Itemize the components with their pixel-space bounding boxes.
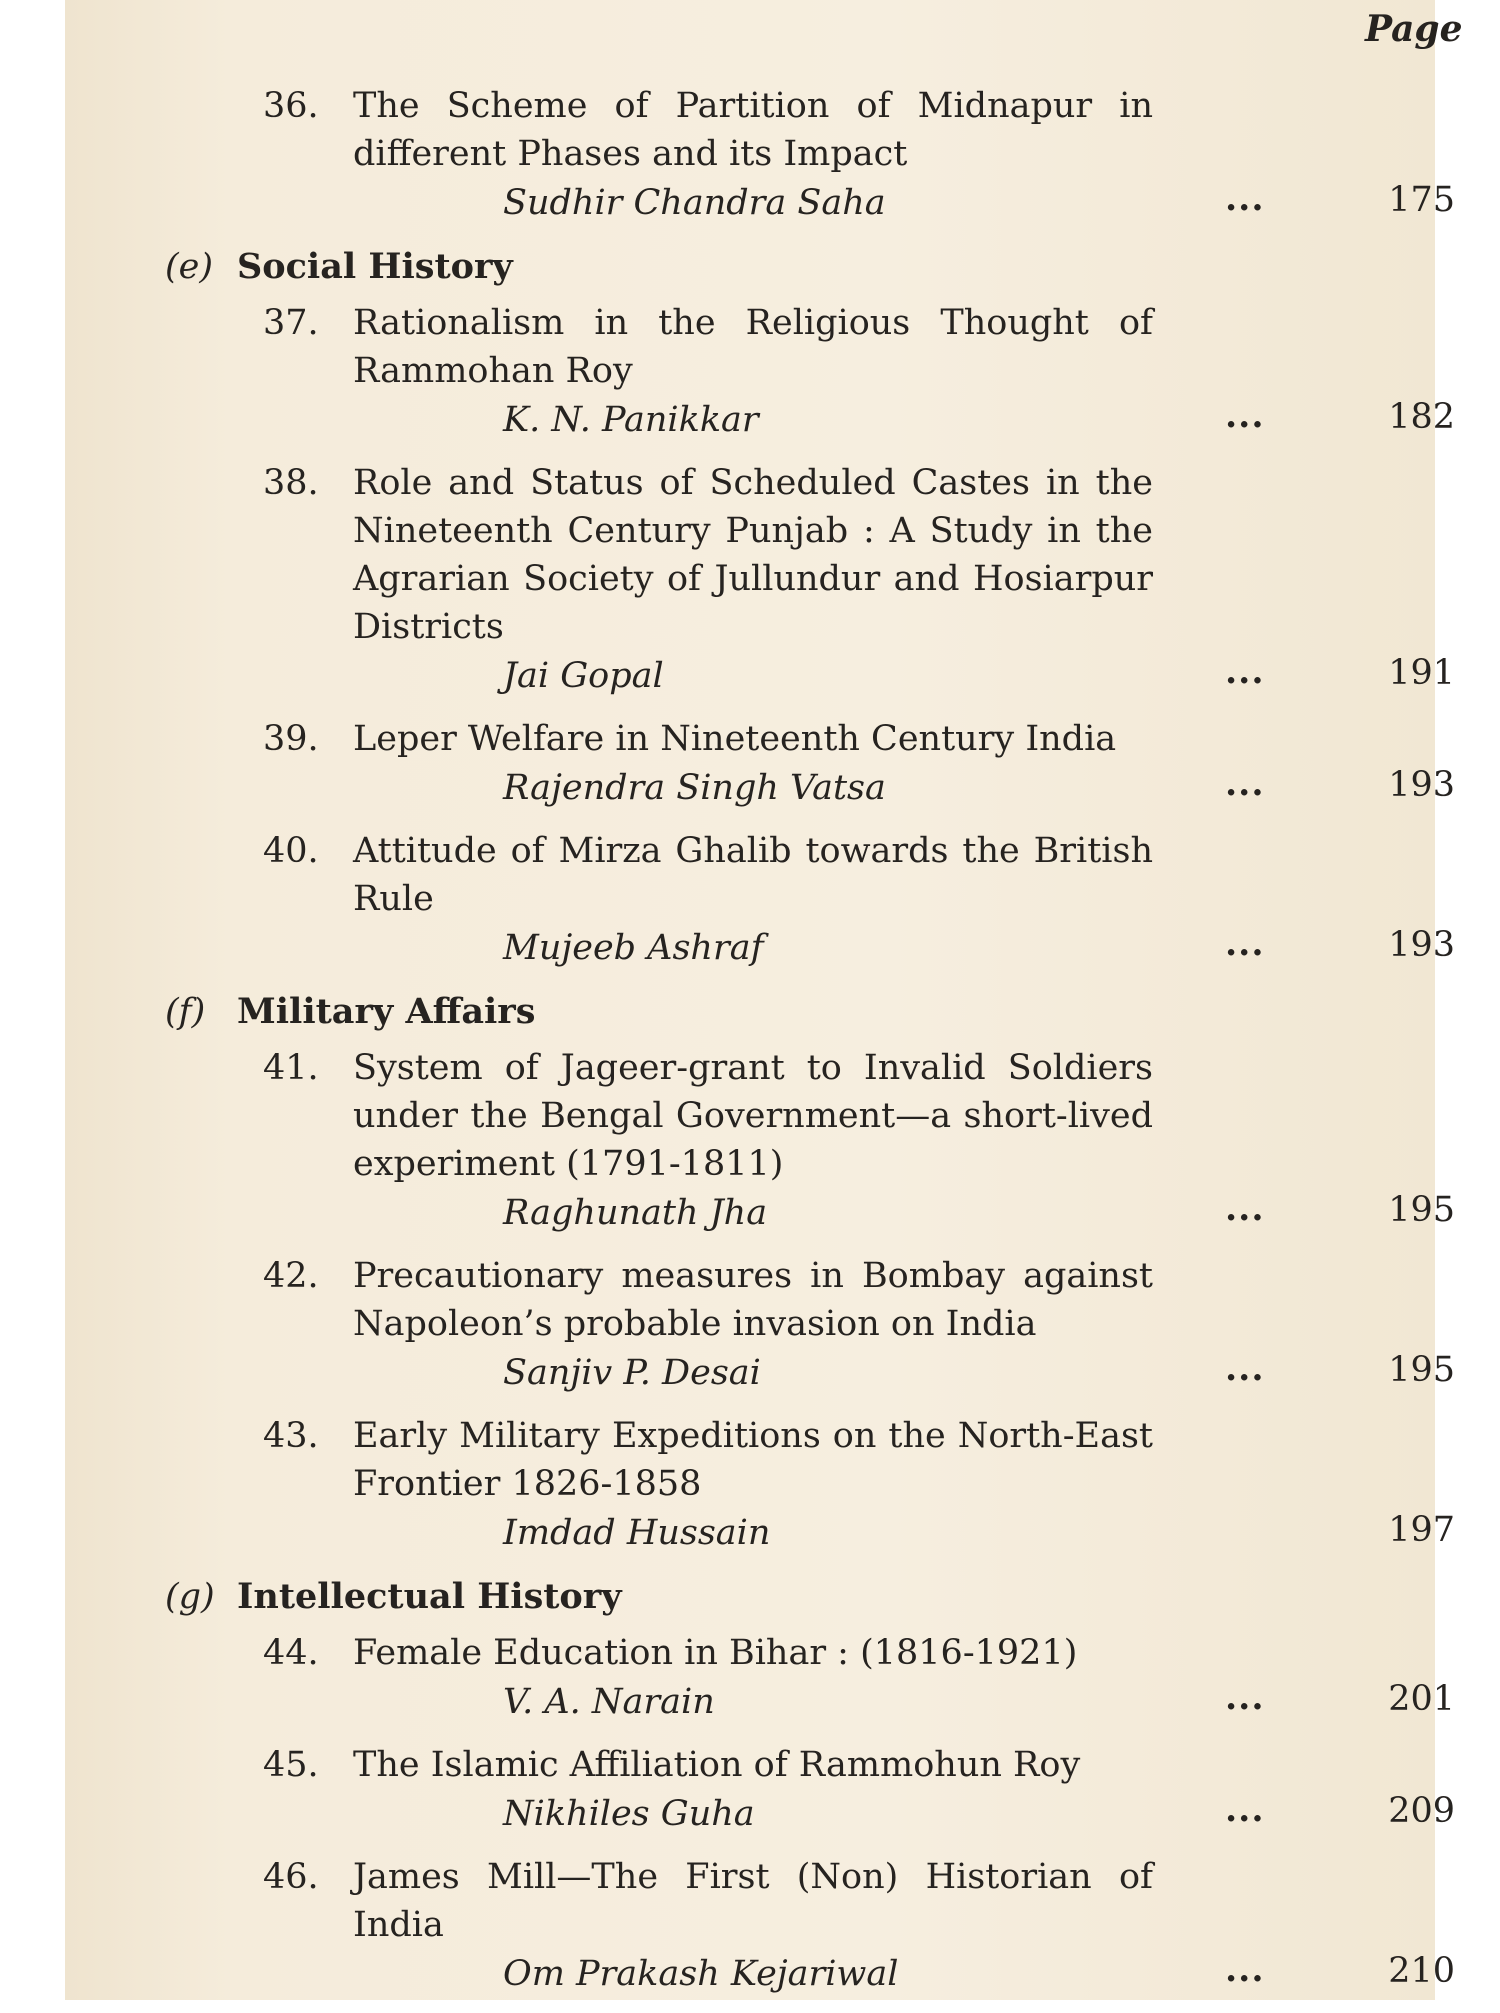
entry-page-number: 209 [1388, 1791, 1455, 1831]
toc-entry [165, 82, 1455, 228]
entry-number: 45. [263, 1745, 319, 1785]
entry-number: 37. [263, 303, 319, 343]
entry-title: System of Jageer-grant to Invalid Soldiers under the Bengal Government—a short-lived experiment (1791-1811) [353, 1048, 1153, 1184]
entry-page-number: 193 [1388, 925, 1455, 965]
toc-entry [165, 827, 1455, 973]
entry-number: 44. [263, 1633, 319, 1673]
toc-entry [165, 1741, 1455, 1839]
leader-dots: ... [1225, 651, 1265, 692]
entry-number: 43. [263, 1416, 319, 1456]
leader-dots: ... [1225, 763, 1265, 804]
leader-dots: ... [1225, 1677, 1265, 1718]
entry-page-number: 210 [1388, 1951, 1455, 1991]
entry-page-number: 182 [1388, 397, 1455, 437]
entry-page-number: 195 [1388, 1350, 1455, 1390]
entry-number: 40. [263, 831, 319, 871]
toc-entry [165, 1629, 1455, 1727]
entry-number: 42. [263, 1256, 319, 1296]
entry-number: 39. [263, 719, 319, 759]
entry-author: Jai Gopal [503, 656, 664, 696]
table-of-contents [165, 82, 1455, 2013]
toc-entry [165, 1412, 1455, 1558]
section-heading [165, 991, 1455, 1032]
section-title: Military Affairs [237, 991, 536, 1032]
entry-title: James Mill—The First (Non) Historian of India [353, 1857, 1153, 1945]
entry-author: V. A. Narain [503, 1682, 715, 1722]
entry-author: Imdad Hussain [503, 1513, 771, 1553]
page-column-header: Page [1365, 8, 1463, 50]
entry-page-number: 195 [1388, 1190, 1455, 1230]
leader-dots: ... [1225, 1789, 1265, 1830]
entry-number: 46. [263, 1857, 319, 1897]
entry-title: The Islamic Affiliation of Rammohun Roy [353, 1745, 1081, 1785]
section-letter: (g) [165, 1577, 215, 1617]
leader-dots: ... [1225, 1949, 1265, 1990]
entry-author: Mujeeb Ashraf [503, 928, 764, 968]
toc-entry [165, 1252, 1455, 1398]
entry-author: Om Prakash Kejariwal [503, 1954, 899, 1994]
entry-title: Early Military Expeditions on the North-East Frontier 1826-1858 [353, 1416, 1153, 1504]
entry-author: Rajendra Singh Vatsa [503, 768, 886, 808]
entry-page-number: 201 [1388, 1679, 1455, 1719]
entry-author: Sudhir Chandra Saha [503, 183, 886, 223]
entry-author: K. N. Panikkar [503, 400, 759, 440]
entry-title: Role and Status of Scheduled Castes in the Nineteenth Century Punjab : A Study in the Agrarian Society of Jullundur and Hosiarpur Districts [353, 463, 1153, 647]
entry-number: 36. [263, 86, 319, 126]
entry-page-number: 191 [1388, 653, 1455, 693]
leader-dots: ... [1225, 178, 1265, 219]
entry-author: Raghunath Jha [503, 1193, 768, 1233]
section-letter: (f) [165, 992, 206, 1032]
book-page [65, 0, 1463, 2000]
leader-dots: ... [1225, 1188, 1265, 1229]
entry-title: The Scheme of Partition of Midnapur in different Phases and its Impact [353, 86, 1153, 174]
leader-dots: ... [1225, 923, 1265, 964]
section-heading [165, 1576, 1455, 1617]
section-title: Social History [237, 246, 513, 287]
entry-number: 41. [263, 1048, 319, 1088]
entry-title: Female Education in Bihar : (1816-1921) [353, 1633, 1078, 1673]
entry-title: Leper Welfare in Nineteenth Century India [353, 719, 1117, 759]
toc-entry [165, 1853, 1455, 1999]
entry-title: Rationalism in the Religious Thought of Rammohan Roy [353, 303, 1153, 391]
section-title: Intellectual History [237, 1576, 622, 1617]
toc-entry [165, 299, 1455, 445]
entry-page-number: 175 [1388, 180, 1455, 220]
entry-author: Sanjiv P. Desai [503, 1353, 761, 1393]
section-letter: (e) [165, 247, 214, 287]
leader-dots: ... [1225, 395, 1265, 436]
toc-entry [165, 715, 1455, 813]
entry-title: Precautionary measures in Bombay against Napoleon’s probable invasion on India [353, 1256, 1153, 1344]
entry-title: Attitude of Mirza Ghalib towards the British Rule [353, 831, 1153, 919]
leader-dots: ... [1225, 1348, 1265, 1389]
toc-entry [165, 459, 1455, 701]
entry-number: 38. [263, 463, 319, 503]
entry-page-number: 197 [1388, 1510, 1455, 1550]
toc-entry [165, 1044, 1455, 1238]
entry-page-number: 193 [1388, 765, 1455, 805]
section-heading [165, 246, 1455, 287]
entry-author: Nikhiles Guha [503, 1794, 755, 1834]
